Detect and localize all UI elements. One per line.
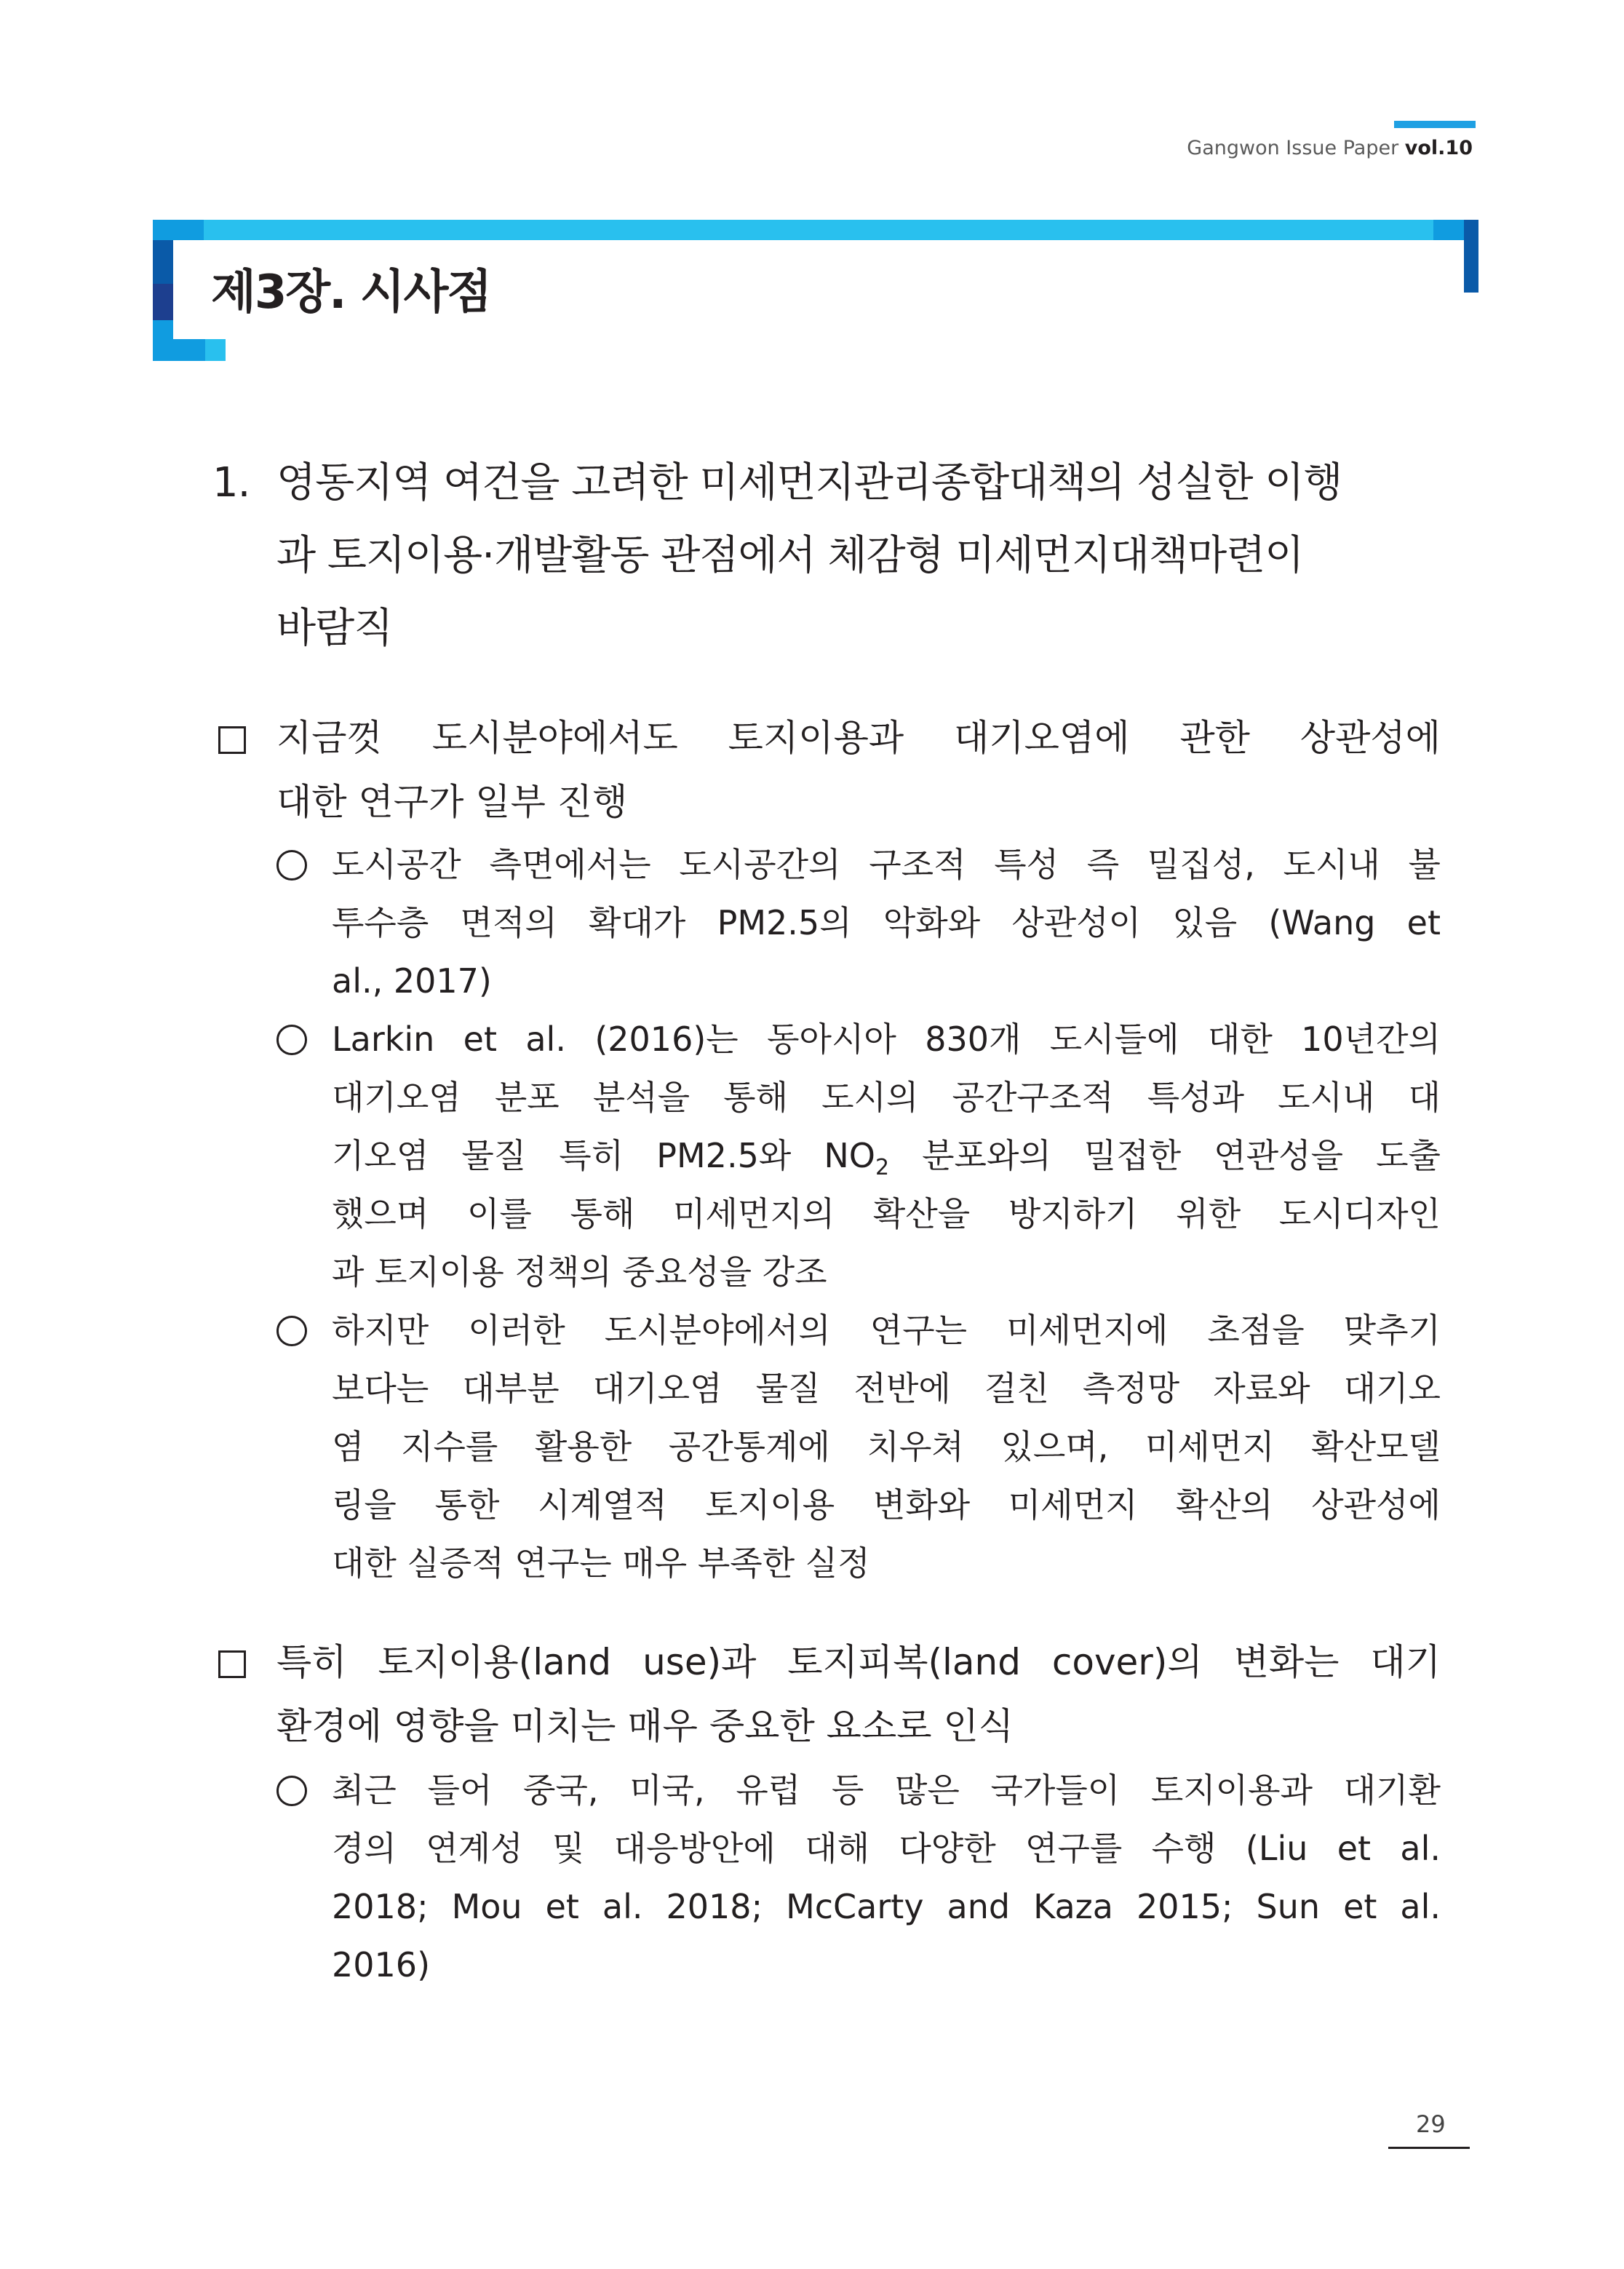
item-line: 과 토지이용 정책의 중요성을 강조 — [332, 1252, 827, 1292]
item-line: 최근 들어 중국, 미국, 유럽 등 많은 국가들이 토지이용과 대기환 — [332, 1771, 1441, 1810]
block-line: 지금껏 도시분야에서도 토지이용과 대기오염에 관한 상관성에 — [276, 717, 1441, 759]
frame-left-upper — [153, 240, 173, 284]
item-line: 2016) — [332, 1945, 431, 1984]
item-line: Larkin et al. (2016)는 동아시아 830개 도시들에 대한 10년간의 — [332, 1020, 1441, 1059]
item-line: 보다는 대부분 대기오염 물질 전반에 걸친 측정망 자료와 대기오 — [332, 1369, 1441, 1408]
series-name: Gangwon Issue Paper — [1187, 137, 1399, 159]
item-line: 했으며 이를 통해 미세먼지의 확산을 방지하기 위한 도시디자인 — [332, 1194, 1441, 1233]
square-bullet — [218, 726, 246, 754]
subscript: 2 — [875, 1155, 890, 1181]
heading-line: 영동지역 여건을 고려한 미세먼지관리종합대책의 성실한 이행 — [276, 459, 1342, 506]
item-line: 하지만 이러한 도시분야에서의 연구는 미세먼지에 초점을 맞추기 — [332, 1311, 1441, 1350]
circle-bullet — [276, 1025, 307, 1055]
header-accent-bar — [1394, 121, 1476, 128]
page-number: 29 — [1416, 2110, 1446, 2138]
item-line: 투수층 면적의 확대가 PM2.5의 악화와 상관성이 있음 (Wang et — [332, 903, 1441, 942]
block-line: 환경에 영향을 미치는 매우 중요한 요소로 인식 — [276, 1705, 1014, 1747]
section-number: 1. — [212, 459, 250, 506]
item-text: 분포와의 밀접한 연관성을 도출 — [889, 1136, 1441, 1175]
heading-line: 과 토지이용·개발활동 관점에서 체감형 미세먼지대책마련이 — [276, 532, 1304, 579]
item-line: 경의 연계성 및 대응방안에 대해 다양한 연구를 수행 (Liu et al. — [332, 1829, 1441, 1868]
heading-line: 바람직 — [276, 605, 393, 652]
item-line: al., 2017) — [332, 961, 492, 1001]
running-header — [1187, 137, 1473, 159]
frame-right-stub — [1464, 220, 1478, 293]
circle-bullet — [276, 1316, 307, 1346]
page-number-rule — [1388, 2147, 1470, 2149]
chapter-title: 제3장. 시사점 — [211, 266, 491, 319]
item-line: 대한 실증적 연구는 매우 부족한 실정 — [332, 1543, 870, 1583]
frame-top-bar — [204, 220, 1433, 240]
volume-label: vol.10 — [1404, 137, 1473, 159]
frame-bottom-left — [153, 339, 205, 361]
frame-left-lower — [153, 320, 173, 339]
item-line: 2018; Mou et al. 2018; McCarty and Kaza 2015; Sun et al. — [332, 1887, 1441, 1926]
item-text: 기오염 물질 특히 PM2.5와 NO — [332, 1136, 875, 1175]
item-line: 대기오염 분포 분석을 통해 도시의 공간구조적 특성과 도시내 대 — [332, 1078, 1441, 1117]
frame-bottom-tip — [205, 339, 226, 361]
block-line: 대한 연구가 일부 진행 — [276, 781, 628, 823]
circle-bullet — [276, 850, 307, 881]
square-bullet — [218, 1650, 246, 1678]
item-line: 링을 통한 시계열적 토지이용 변화와 미세먼지 확산의 상관성에 — [332, 1485, 1441, 1525]
block-line: 특히 토지이용(land use)과 토지피복(land cover)의 변화는 대기 — [276, 1641, 1441, 1683]
frame-corner-tl — [153, 220, 204, 240]
item-line: 도시공간 측면에서는 도시공간의 구조적 특성 즉 밀집성, 도시내 불 — [332, 845, 1441, 884]
circle-bullet — [276, 1776, 307, 1806]
frame-left-mid — [153, 284, 173, 320]
item-line: 염 지수를 활용한 공간통계에 치우쳐 있으며, 미세먼지 확산모델 — [332, 1427, 1441, 1466]
